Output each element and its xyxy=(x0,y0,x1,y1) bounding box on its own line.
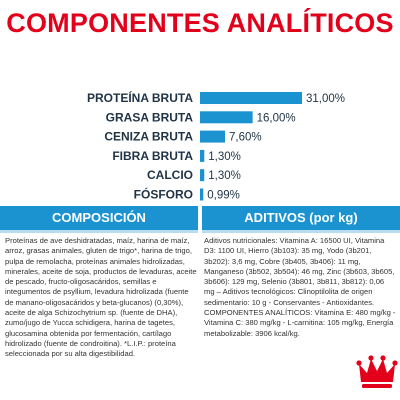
value-label: 1,30% xyxy=(208,170,241,183)
aditivos-paragraph-2: COMPONENTES ANALÍTICOS: Vitamina E: 480 mg/kg - Vitamina C: 380 mg/kg - L-carnitina: 105 mg/kg, Energía metabolizable: 3906 kcal/kg. xyxy=(204,308,396,338)
royal-canin-crown-logo xyxy=(355,352,399,392)
category-label: FÓSFORO xyxy=(133,187,193,202)
category-label: CENIZA BRUTA xyxy=(104,129,193,144)
bar xyxy=(200,92,302,104)
value-label: 7,60% xyxy=(229,131,262,144)
category-label: FIBRA BRUTA xyxy=(112,148,193,163)
page-title: COMPONENTES ANALÍTICOS xyxy=(6,8,394,38)
bar xyxy=(200,150,204,162)
aditivos-paragraph-1: Aditivos nutricionales: Vitamina A: 16500 UI, Vitamina D3: 1100 UI, Hierro (3b103): 35 mg, Yodo (3b201, 3b202): 3,6 mg, Cobre (3b405, 3b406): 11 mg, Manganeso (3b502, 3b504): 46 mg, Zinc (3b603, 3b605, 3b606): 129 mg, Selenio (3b801, 3b811, 3b812): 0,06 mg – Aditivos tecnológicos: Clinoptilolita de origen sedimentario: 10 g - Conservantes - Antioxidantes. xyxy=(204,236,395,307)
composicion-band xyxy=(0,230,198,233)
bar xyxy=(200,111,253,123)
composicion-text xyxy=(5,236,197,360)
value-label: 0,99% xyxy=(207,189,240,202)
category-label: PROTEÍNA BRUTA xyxy=(87,91,193,105)
composicion-paragraph: Proteínas de ave deshidratadas, maíz, harina de maíz, arroz, grasas animales, gluten de trigo*, harina de trigo, pulpa de remolacha, proteínas animales hidrolizadas, minerales, aceite de soja, productos de levaduras, aceite de pescado, fructo-oligosacáridos, semillas e integumentos de psyllium, levadura hidrolizada (fuente de manano-oligosacáridos y beta-glucanos) (0,30%), aceite de alga Schizochytrium sp. (fuente de DHA), zumo/jugo de Yucca schidigera, harina de tagetes, glucosamina obtenida por fermentación, cartílago hidrolizado (fuente de condroitina). *L.I.P.: proteína seleccionada por su alta digestibilidad. xyxy=(5,236,197,359)
value-label: 1,30% xyxy=(208,150,241,163)
bar xyxy=(200,131,225,143)
aditivos-band xyxy=(202,230,400,233)
value-label: 31,00% xyxy=(306,93,346,105)
composicion-header: COMPOSICIÓN xyxy=(0,206,198,230)
aditivos-text xyxy=(204,236,396,339)
bar xyxy=(200,169,204,181)
category-label: GRASA BRUTA xyxy=(105,110,193,125)
value-label: 16,00% xyxy=(256,112,296,125)
category-label: CALCIO xyxy=(147,168,193,183)
bar xyxy=(200,189,203,201)
aditivos-header: ADITIVOS (por kg) xyxy=(202,206,400,230)
